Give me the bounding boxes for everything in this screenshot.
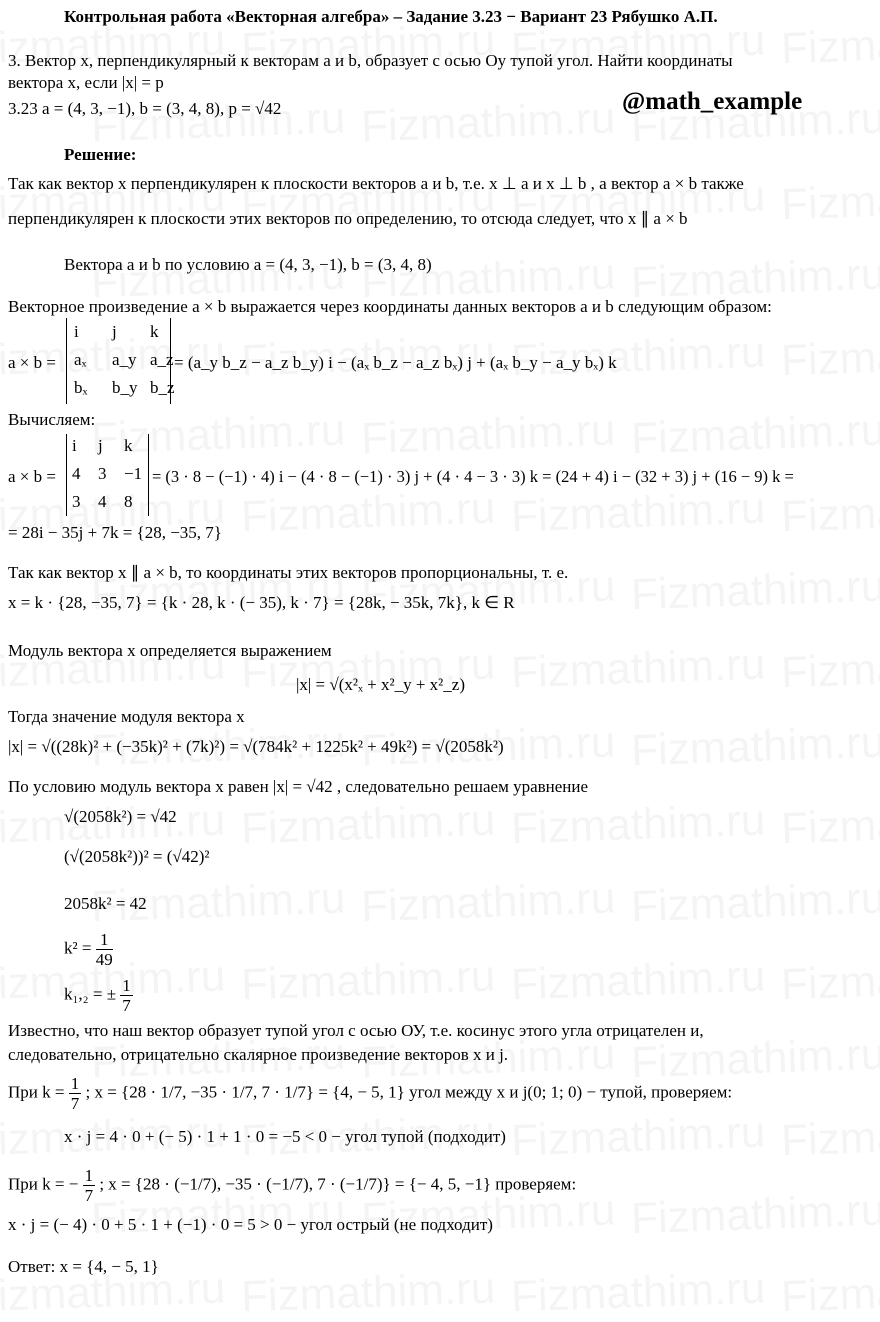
k-squared-equation <box>64 930 113 969</box>
case1-k-fraction <box>69 1074 82 1113</box>
watermark-text <box>510 484 766 543</box>
det-numeric-cell-2-1: 4 <box>98 492 107 511</box>
determinant-left-bar <box>66 318 67 404</box>
text-line-l3: 3.23 a = (4, 3, −1), b = (3, 4, 8), p = √42 <box>8 99 282 118</box>
text-line-l18: √(2058k²) = √42 <box>64 807 177 826</box>
text-line-l26: x · j = 4 · 0 + (− 5) · 1 + 1 · 0 = −5 < 0 − угол тупой (подходит) <box>64 1127 506 1146</box>
watermark-text <box>630 718 880 777</box>
watermark-text <box>510 1108 766 1167</box>
case1-tail: угол между x и j(0; 1; 0) − тупой, проверяем: <box>409 1082 733 1102</box>
watermark-text <box>240 796 496 855</box>
text-line-l12: x = k · {28, −35, 7} = {k · 28, k · (− 35), k · 7} = {28k, − 35k, 7k}, k ∈ R <box>8 593 515 612</box>
case2-tail: проверяем: <box>495 1174 577 1194</box>
formula-rhs-numeric: = (3 · 8 − (−1) · 4) i − (4 · 8 − (−1) · 3) j + (4 · 4 − 3 · 3) k = (24 + 4) i − (32 + 3) j + (16 − 9) k = <box>152 467 794 486</box>
author-handle: @math_example <box>622 88 803 115</box>
text-line-l29: Ответ: x = {4, − 5, 1} <box>8 1257 159 1276</box>
case-positive-k <box>8 1074 732 1113</box>
watermark-text <box>780 484 880 543</box>
text-line-l16: |x| = √((28k)² + (−35k)² + (7k)²) = √(784k² + 1225k² + 49k²) = √(2058k²) <box>8 737 504 756</box>
case2-k-fraction <box>83 1166 96 1205</box>
text-line-l10: = 28i − 35j + 7k = {28, −35, 7} <box>8 523 222 542</box>
det-general-cell-1-1: a_y <box>112 350 137 369</box>
k12-denominator: 7 <box>122 996 131 1015</box>
case-negative-k <box>8 1166 576 1205</box>
det-numeric-cell-2-2: 8 <box>124 492 133 511</box>
page-title: Контрольная работа «Векторная алгебра» – Задание 3.23 − Вариант 23 Рябушко А.П. <box>64 7 718 26</box>
formula-rhs: = (a_y b_z − a_z b_y) i − (aₓ b_z − a_z bₓ) j + (aₓ b_y − a_y bₓ) k <box>174 353 617 372</box>
det-general-cell-2-2: b_z <box>150 378 175 397</box>
determinant-right-bar <box>148 434 149 516</box>
watermark-text <box>780 328 880 387</box>
watermark-text <box>360 94 616 153</box>
text-line-l5: Так как вектор x перпендикулярен к плоскости векторов a и b, т.е. x ⊥ a и x ⊥ b , а вектор a × b также <box>8 174 744 193</box>
text-line-l11: Так как вектор x ∥ a × b, то координаты этих векторов пропорциональны, т. е. <box>8 563 569 582</box>
watermark-text <box>510 1264 766 1322</box>
text-line-l19: (√(2058k²))² = (√42)² <box>64 847 210 866</box>
det-numeric-cell-0-0: i <box>72 436 77 455</box>
determinant-left-bar <box>66 434 67 516</box>
case2-vector: ; x = {28 · (−1/7), −35 · (−1/7), 7 · (−1/7)} = {− 4, 5, −1} <box>99 1174 491 1194</box>
det-general-cell-1-2: a_z <box>150 350 174 369</box>
text-line-l28: x · j = (− 4) · 0 + 5 · 1 + (−1) · 0 = 5 > 0 − угол острый (не подходит) <box>8 1215 493 1234</box>
text-line-l23: Известно, что наш вектор образует тупой угол с осью ОУ, т.е. косинус этого угла отрицателен и, <box>8 1021 704 1040</box>
watermark-text <box>510 796 766 855</box>
watermark-text <box>780 1264 880 1322</box>
watermark-text <box>630 1186 880 1245</box>
det-numeric-cell-1-1: 3 <box>98 464 107 483</box>
case1-k-num: 1 <box>70 1074 80 1093</box>
case2-k-den: 7 <box>84 1186 94 1205</box>
text-line-l8: Векторное произведение a × b выражается через координаты данных векторов a и b следующим образом: <box>8 297 772 316</box>
watermark-text <box>630 874 880 933</box>
det-general-cell-0-0: i <box>74 322 79 341</box>
case1-prefix: При k = <box>8 1082 65 1102</box>
watermark-text <box>240 952 496 1011</box>
case2-k-num: 1 <box>84 1166 94 1185</box>
text-line-l13: Модуль вектора x определяется выражением <box>8 641 332 660</box>
det-general-cell-1-0: aₓ <box>74 350 87 369</box>
formula-lhs-numeric: a × b = <box>8 467 56 486</box>
det-numeric-cell-0-2: k <box>124 436 133 455</box>
text-line-l2: вектора x, если |x| = p <box>8 73 164 92</box>
modulus-formula: |x| = √(x²ₓ + x²_y + x²_z) <box>296 675 465 694</box>
watermark-text <box>780 796 880 855</box>
case2-prefix: При k = − <box>8 1174 79 1194</box>
det-numeric-cell-2-0: 3 <box>72 492 81 511</box>
k2-numerator: 1 <box>96 930 113 950</box>
det-general-cell-2-1: b_y <box>112 378 138 397</box>
case1-vector: ; x = {28 · 1/7, −35 · 1/7, 7 · 1/7} = {4, − 5, 1} <box>85 1082 405 1102</box>
det-general-cell-0-2: k <box>150 322 159 341</box>
watermark-text <box>510 640 766 699</box>
watermark-text <box>360 406 616 465</box>
text-line-l15: Тогда значение модуля вектора x <box>8 707 245 726</box>
watermark-text <box>240 484 496 543</box>
det-numeric-cell-0-1: j <box>98 436 103 455</box>
watermark-text <box>780 172 880 231</box>
watermark-text <box>510 952 766 1011</box>
watermark-text <box>780 640 880 699</box>
watermark-text <box>630 406 880 465</box>
k2-fraction <box>96 930 113 969</box>
text-line-l9: Вычисляем: <box>8 410 96 429</box>
k12-numerator: 1 <box>122 976 131 995</box>
k2-lhs: k² = <box>64 938 92 958</box>
k2-denominator: 49 <box>95 950 113 969</box>
k12-lhs: k₁,₂ = ± <box>64 984 117 1004</box>
watermark-text <box>780 952 880 1011</box>
text-line-l4: Решение: <box>64 145 137 164</box>
text-line-l17: По условию модуль вектора x равен |x| = √42 , следовательно решаем уравнение <box>8 777 589 796</box>
formula-lhs: a × b = <box>8 353 56 372</box>
text-line-l7: Вектора a и b по условию a = (4, 3, −1), b = (3, 4, 8) <box>64 255 432 274</box>
text-line-l6: перпендикулярен к плоскости этих векторов по определению, то отсюда следует, что x ∥ a × b <box>8 209 688 228</box>
watermark-text <box>240 1264 496 1322</box>
det-numeric-cell-1-0: 4 <box>72 464 81 483</box>
watermark-text <box>780 16 880 75</box>
det-general-cell-0-1: j <box>112 322 117 341</box>
det-general-cell-2-0: bₓ <box>74 378 88 397</box>
watermark-text <box>360 874 616 933</box>
k12-fraction <box>120 976 133 1015</box>
case1-k-den: 7 <box>70 1094 80 1113</box>
watermark-text <box>780 1108 880 1167</box>
text-line-l24: следовательно, отрицательно скалярное произведение векторов x и j. <box>8 1045 509 1064</box>
det-numeric-cell-1-2: −1 <box>124 464 143 483</box>
text-line-l20: 2058k² = 42 <box>64 894 147 913</box>
k-roots-equation <box>64 976 133 1015</box>
text-line-l1: 3. Вектор x, перпендикулярный к векторам a и b, образует с осью Oy тупой угол. Найти координаты <box>8 51 733 70</box>
watermark-text <box>630 562 880 621</box>
